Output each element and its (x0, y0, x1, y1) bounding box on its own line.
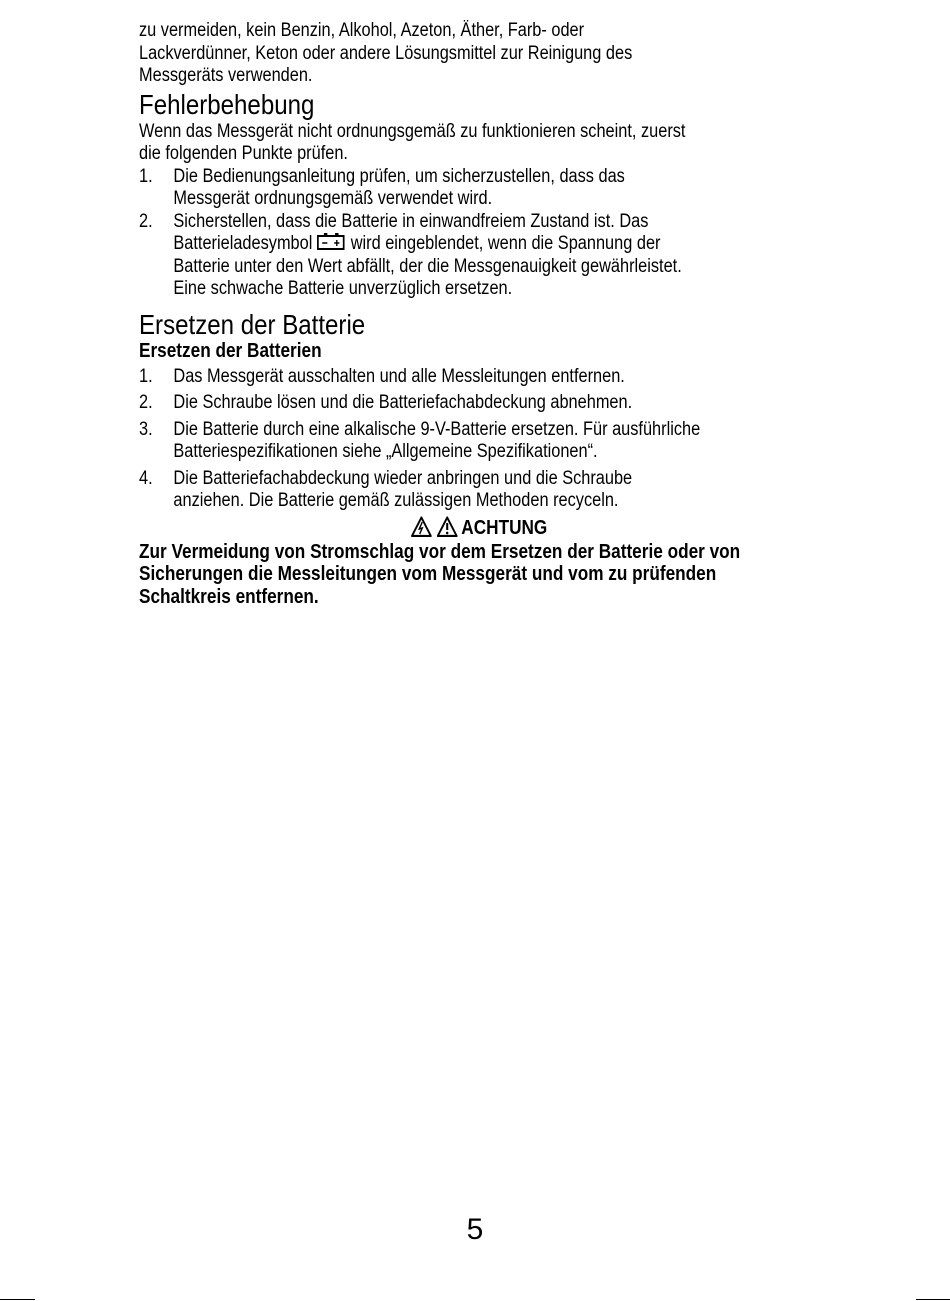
list-line: Batteriespezifikationen siehe „Allgemeine Spezifikationen“. (173, 441, 598, 462)
warning-heading-row (139, 516, 819, 539)
list-line: Sicherstellen, dass die Batterie in einwandfreiem Zustand ist. Das (173, 210, 649, 232)
list-item (139, 392, 818, 415)
page-number: 5 (466, 1213, 484, 1246)
list-number: 2. (139, 210, 153, 232)
warning-line: Zur Vermeidung von Stromschlag vor dem Ersetzen der Batterie oder von (139, 540, 741, 563)
battery-steps-list (139, 366, 818, 513)
battery-heading: Ersetzen der Batterie (139, 308, 366, 340)
crop-mark-right (916, 1299, 950, 1300)
list-line: Batterieladesymbol (173, 233, 313, 254)
list-line: Die Batteriefachabdeckung wieder anbringen und die Schraube (173, 467, 633, 489)
troubleshooting-heading: Fehlerbehebung (139, 88, 315, 120)
list-item (139, 211, 818, 301)
troubleshooting-intro-line: Wenn das Messgerät nicht ordnungsgemäß zu funktionieren scheint, zuerst (139, 120, 686, 142)
list-item (139, 419, 818, 464)
list-line: wird eingeblendet, wenn die Spannung der (350, 233, 661, 254)
list-number: 3. (139, 418, 153, 440)
list-number: 4. (139, 467, 153, 489)
list-item (139, 468, 818, 513)
caution-icon (436, 516, 457, 537)
list-line: Eine schwache Batterie unverzüglich ersetzen. (173, 278, 513, 299)
list-number: 1. (139, 165, 153, 187)
list-item (139, 366, 818, 389)
shock-hazard-icon (411, 516, 432, 537)
warning-line: Schaltkreis entfernen. (139, 585, 319, 608)
list-item (139, 166, 818, 211)
crop-mark-left (0, 1299, 35, 1300)
list-number: 2. (139, 392, 153, 413)
battery-steps (139, 366, 818, 513)
list-line: Die Bedienungsanleitung prüfen, um sicherzustellen, dass das (173, 165, 625, 187)
intro-line: Lackverdünner, Keton oder andere Lösungsmittel zur Reinigung des (139, 42, 633, 64)
list-number: 1. (139, 365, 153, 387)
battery-icon (317, 233, 346, 251)
intro-line: zu vermeiden, kein Benzin, Alkohol, Azeton, Äther, Farb- oder (139, 20, 585, 41)
list-line: Das Messgerät ausschalten und alle Messleitungen entfernen. (173, 365, 625, 387)
troubleshooting-list (139, 166, 818, 301)
list-line: Die Batterie durch eine alkalische 9-V-Batterie ersetzen. Für ausführliche (173, 418, 701, 440)
page-content (139, 20, 819, 608)
list-line: Die Schraube lösen und die Batteriefachabdeckung abnehmen. (173, 392, 633, 413)
troubleshooting-intro-line: die folgenden Punkte prüfen. (139, 143, 348, 164)
list-line: anziehen. Die Batterie gemäß zulässigen Methoden recyceln. (173, 490, 619, 511)
intro-paragraph (139, 20, 818, 88)
intro-line: Messgeräts verwenden. (139, 65, 313, 86)
list-line: Messgerät ordnungsgemäß verwendet wird. (173, 188, 493, 209)
battery-subheading: Ersetzen der Batterien (139, 339, 322, 362)
warning-text (139, 541, 818, 609)
warning-heading: ACHTUNG (461, 516, 548, 539)
list-line: Batterie unter den Wert abfällt, der die Messgenauigkeit gewährleistet. (173, 255, 682, 277)
troubleshooting-body (139, 121, 818, 301)
warning-line: Sicherungen die Messleitungen vom Messgerät und vom zu prüfenden (139, 563, 717, 585)
